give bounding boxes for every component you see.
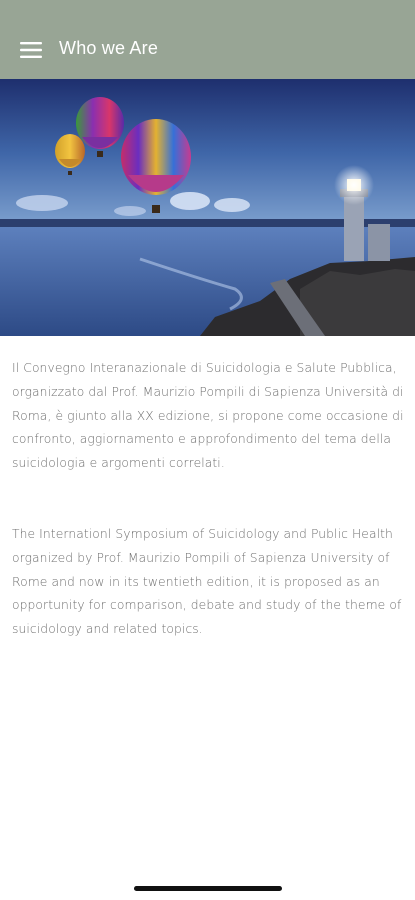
menu-button[interactable] [14, 34, 48, 66]
home-indicator[interactable] [134, 886, 282, 891]
app-bar [0, 0, 415, 79]
hamburger-menu-icon [20, 41, 42, 59]
italian-paragraph: Il Convegno Interanazionale di Suicidologia e Salute Pubblica, organizzato dal Prof. Maurizio Pompili di Sapienza Università di Roma, è giunto alla XX edizione, si propone come occasione di confronto, aggiornamento e approfondimento del tema della suicidologia e argomenti correlati. [12, 361, 404, 471]
page-title: Who we Are [59, 38, 159, 58]
english-paragraph: The Internationl Symposium of Suicidology and Public Health organized by Prof. Maurizio Pompili of Sapienza University of Rome and now in its twentieth edition, it is proposed as an opportunity for comparison, debate and study of the theme of suicidology and related topics. [12, 526, 402, 637]
hero-image [0, 79, 415, 336]
about-text [12, 357, 407, 642]
